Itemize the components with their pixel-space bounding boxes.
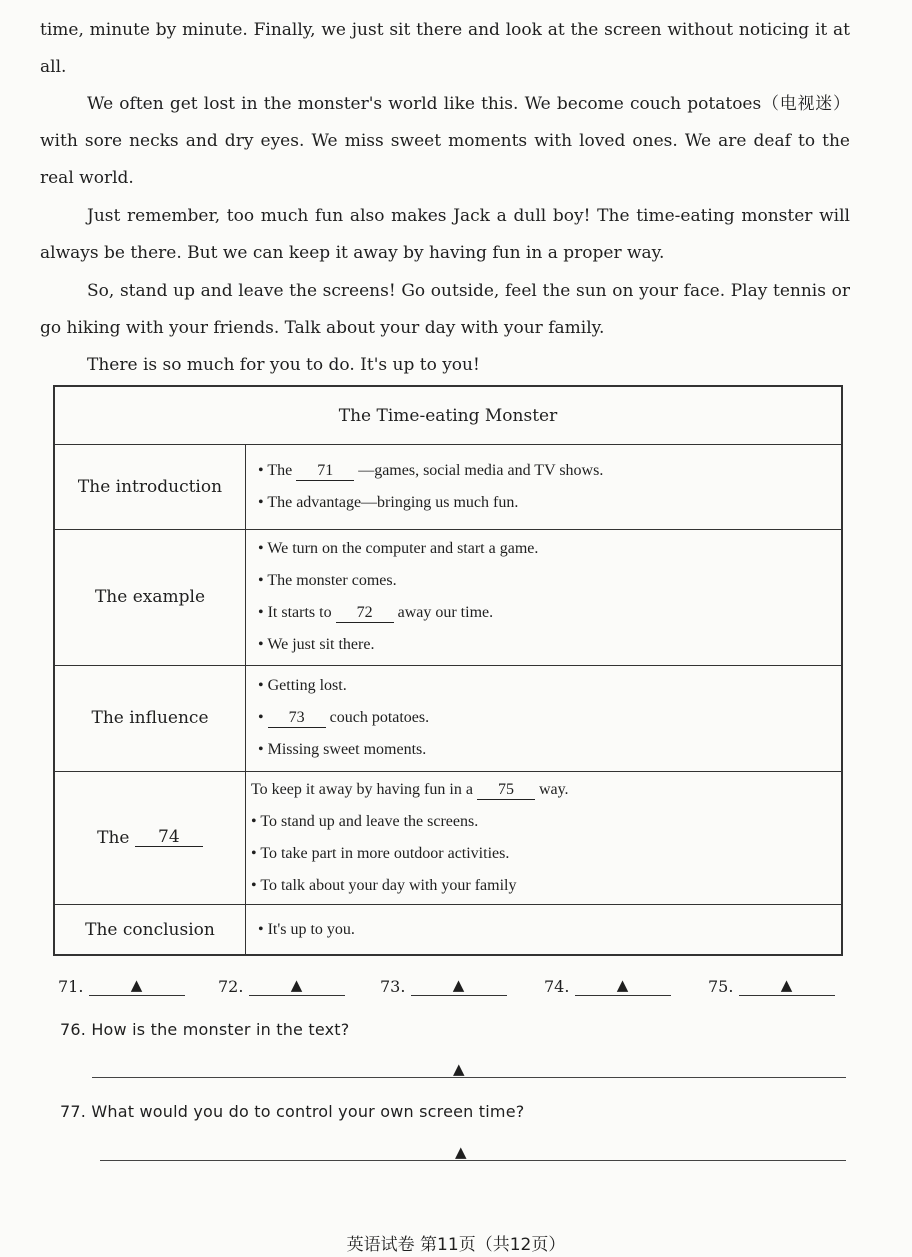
content-line: To keep it away by having fun in a 75 way.: [251, 780, 569, 798]
answer-75: 75. ▲: [708, 975, 835, 996]
row-label: The introduction: [55, 444, 246, 529]
content-line: • To take part in more outdoor activities.: [251, 844, 510, 862]
row-content: [258, 444, 833, 529]
row-content: [251, 771, 833, 904]
content-line: • 73 couch potatoes.: [258, 709, 430, 726]
content-line: • The 71 —games, social media and TV shows.: [258, 461, 604, 479]
row-label: The conclusion: [55, 904, 246, 956]
content-line: • It starts to 72 away our time.: [258, 604, 494, 621]
triangle-icon: ▲: [455, 1143, 467, 1161]
row-content: [258, 904, 833, 956]
row-label: The influence: [55, 665, 246, 771]
table-row-conclusion: [55, 904, 841, 956]
answer-line[interactable]: [575, 975, 671, 996]
content-line: • It's up to you.: [258, 921, 355, 938]
question-76: 76. How is the monster in the text?: [60, 1020, 350, 1039]
content-line: • To talk about your day with your family: [251, 876, 517, 894]
passage-paragraph-5: There is so much for you to do. It's up to you!: [87, 355, 480, 375]
triangle-icon: ▲: [452, 976, 465, 994]
answer-line[interactable]: [89, 975, 185, 996]
content-line: • To stand up and leave the screens.: [251, 812, 479, 830]
answer-line-76[interactable]: [92, 1077, 846, 1078]
summary-table: [53, 385, 843, 956]
row-label: The example: [55, 529, 246, 665]
triangle-icon: ▲: [130, 976, 143, 994]
content-line: • We turn on the computer and start a game.: [258, 540, 539, 557]
passage-paragraph-2: We often get lost in the monster's world like this. We become couch potatoes（电视迷） with sore necks and dry eyes. We miss sweet moments with loved ones. We are deaf to the real world.: [40, 94, 850, 188]
content-line: • The monster comes.: [258, 572, 397, 589]
table-row-influence: [55, 665, 841, 772]
answer-line[interactable]: [411, 975, 507, 996]
page-footer: 英语试卷 第11页（共12页）: [346, 1235, 566, 1255]
table-row-introduction: [55, 444, 841, 530]
table-row-example: [55, 529, 841, 666]
triangle-icon: ▲: [780, 976, 793, 994]
answer-72: 72. ▲: [218, 975, 345, 996]
passage-paragraph-4: So, stand up and leave the screens! Go outside, feel the sun on your face. Play tennis or go hiking with your friends. Talk about your day with your family.: [40, 281, 850, 338]
answer-73: 73. ▲: [380, 975, 507, 996]
blank-71: 71: [296, 462, 354, 481]
triangle-icon: ▲: [616, 976, 629, 994]
content-line: • Missing sweet moments.: [258, 741, 427, 758]
blank-72: 72: [336, 604, 394, 623]
answer-71: 71. ▲: [58, 975, 185, 996]
blank-73: 73: [268, 709, 326, 728]
passage-paragraph-1: time, minute by minute. Finally, we just sit there and look at the screen without noticing it at all.: [40, 20, 850, 77]
content-line: • We just sit there.: [258, 636, 375, 653]
row-content: [258, 529, 833, 665]
blank-75: 75: [477, 781, 535, 800]
row-label: The 74: [55, 771, 246, 904]
table-row-solution: [55, 771, 841, 905]
table-title: The Time-eating Monster: [55, 387, 841, 445]
passage-paragraph-3: Just remember, too much fun also makes Jack a dull boy! The time-eating monster will always be there. But we can keep it away by having fun in a proper way.: [40, 206, 850, 263]
answer-line-77[interactable]: [100, 1160, 846, 1161]
row-content: [258, 665, 833, 771]
blank-74: 74: [135, 828, 203, 847]
triangle-icon: ▲: [290, 976, 303, 994]
answer-74: 74. ▲: [544, 975, 671, 996]
triangle-icon: ▲: [453, 1060, 465, 1078]
answer-line[interactable]: [739, 975, 835, 996]
content-line: • Getting lost.: [258, 677, 347, 694]
answer-line[interactable]: [249, 975, 345, 996]
question-77: 77. What would you do to control your own screen time?: [60, 1102, 525, 1121]
answer-blanks: [58, 975, 848, 1001]
content-line: • The advantage—bringing us much fun.: [258, 493, 519, 511]
